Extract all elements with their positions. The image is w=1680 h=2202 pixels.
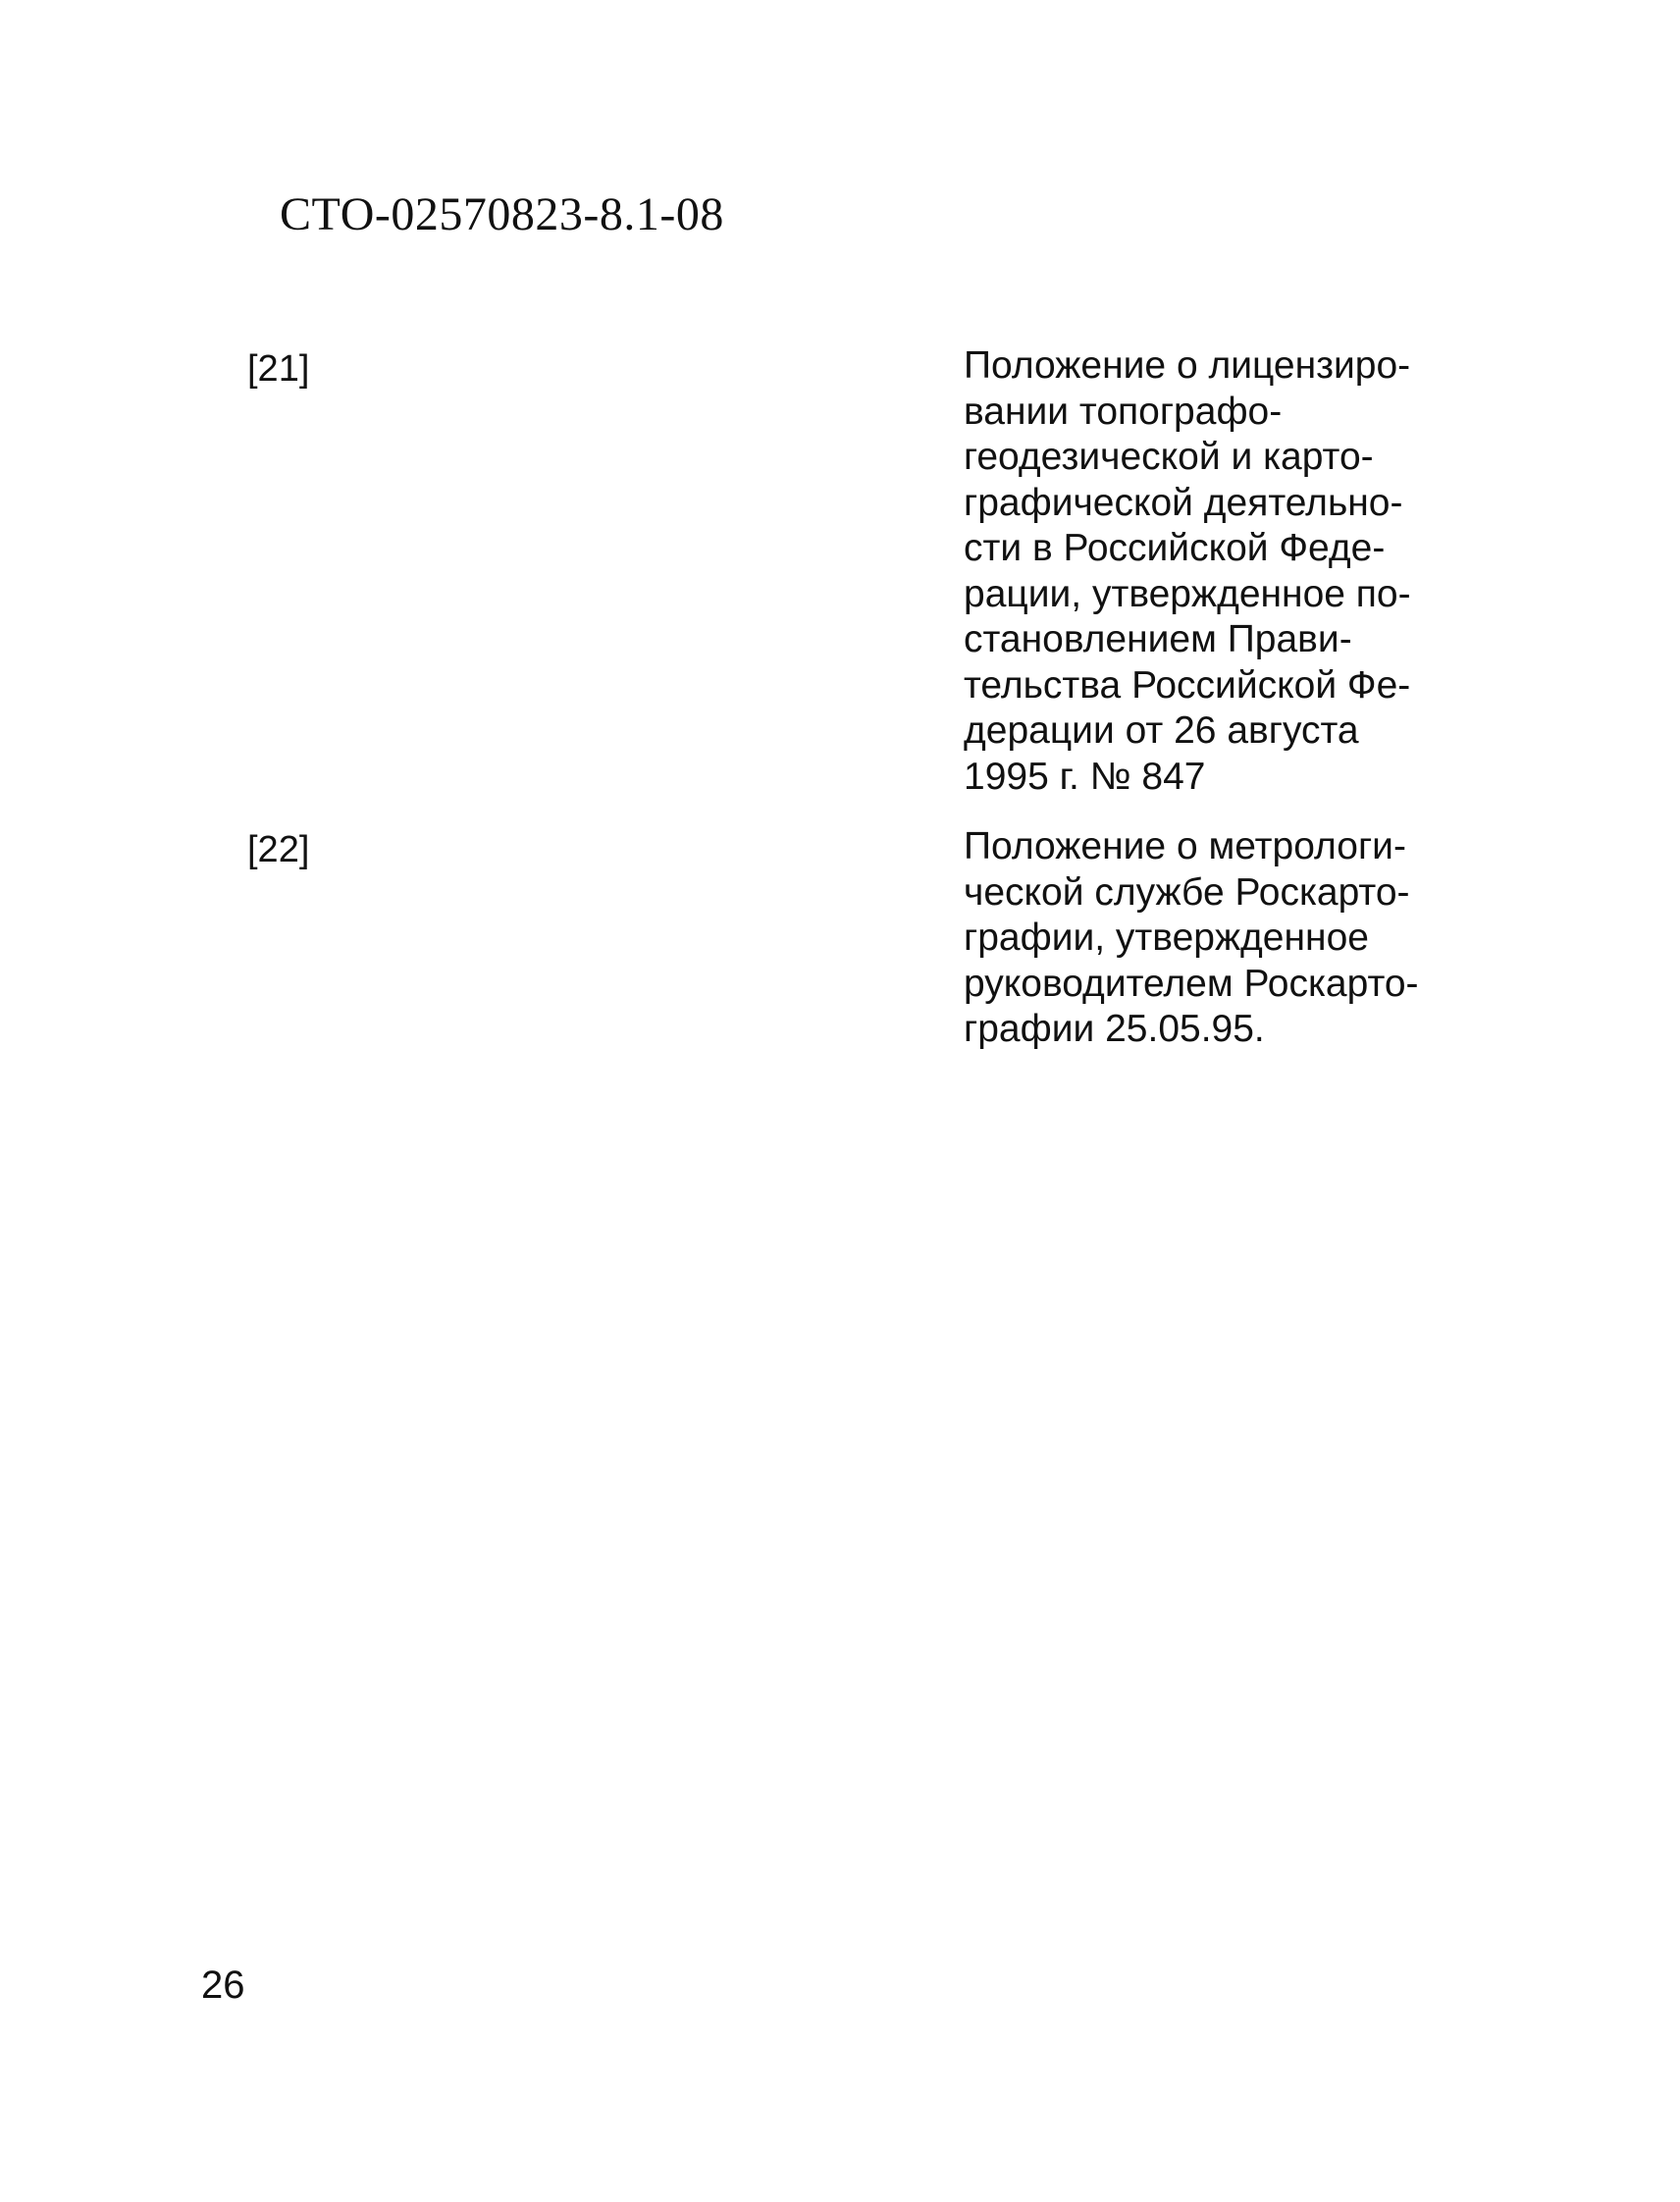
reference-line: графической деятельно- bbox=[964, 481, 1403, 524]
reference-line: дерации от 26 августа bbox=[964, 709, 1359, 752]
reference-line: графии, утвержденное bbox=[964, 917, 1369, 959]
reference-line: геодезической и карто- bbox=[964, 436, 1374, 478]
reference-number: [21] bbox=[247, 348, 310, 390]
reference-line: Положение о метрологи- bbox=[964, 825, 1406, 867]
reference-line: тельства Российской Фе- bbox=[964, 663, 1411, 707]
reference-line: графии 25.05.95. bbox=[964, 1008, 1265, 1050]
document-code: СТО-02570823-8.1-08 bbox=[280, 188, 724, 240]
page-number: 26 bbox=[201, 1964, 245, 2007]
reference-text bbox=[964, 343, 1494, 800]
reference-line: руководителем Роскарто- bbox=[964, 962, 1419, 1005]
reference-text bbox=[964, 824, 1494, 1053]
reference-number: [22] bbox=[247, 829, 310, 870]
reference-line: 1995 г. № 847 bbox=[964, 755, 1206, 798]
reference-line: рации, утвержденное по- bbox=[964, 572, 1411, 615]
reference-line: вании топографо- bbox=[964, 390, 1283, 433]
reference-line: сти в Российской Феде- bbox=[964, 527, 1386, 569]
reference-line: Положение о лицензиро- bbox=[964, 344, 1411, 387]
reference-line: ческой службе Роскарто- bbox=[964, 870, 1410, 914]
reference-line: становлением Прави- bbox=[964, 618, 1352, 660]
